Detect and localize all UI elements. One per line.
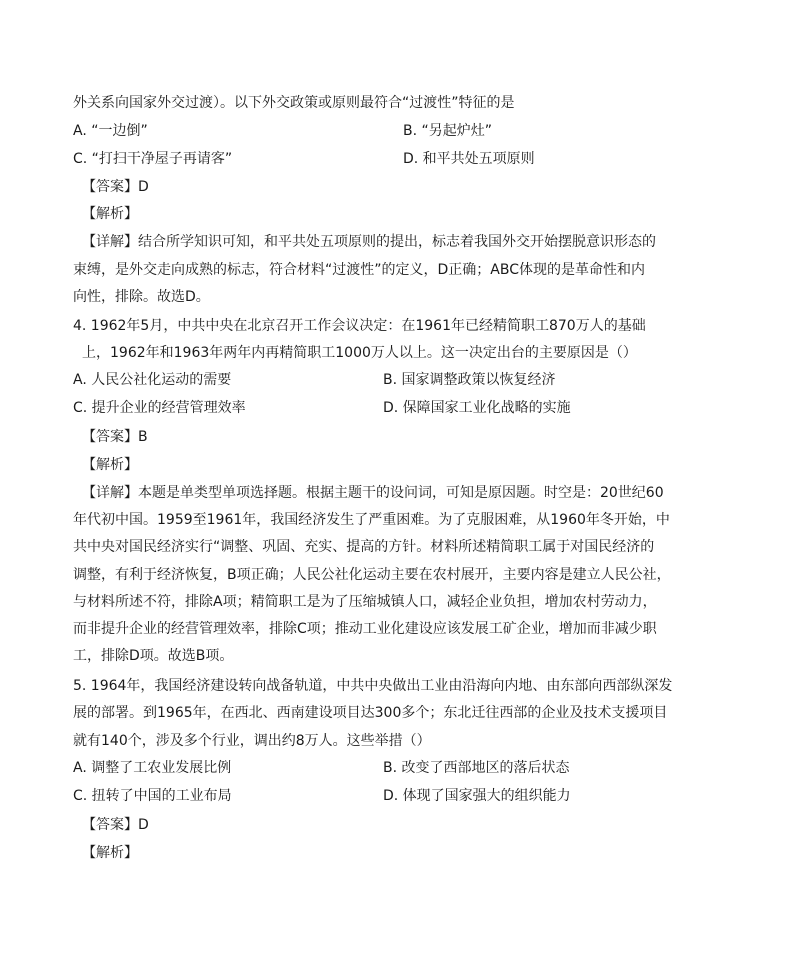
q3-detail-line: 【详解】结合所学知识可知，和平共处五项原则的提出，标志着我国外交开始摆脱意识形态的 bbox=[82, 234, 656, 250]
q4-option-c: C. 提升企业的经营管理效率 bbox=[73, 400, 246, 416]
question-stem-tail: 外关系向国家外交过渡）。以下外交政策或原则最符合“过渡性”特征的是 bbox=[73, 95, 515, 111]
q4-detail-line: 【详解】本题是单类型单项选择题。根据主题干的设问词，可知是原因题。时空是：20世纪60 bbox=[82, 485, 664, 501]
q4-detail-line: 工，排除D项。故选B项。 bbox=[73, 648, 234, 664]
q4-option-d: D. 保障国家工业化战略的实施 bbox=[383, 400, 571, 416]
q4-analysis-label: 【解析】 bbox=[82, 457, 138, 473]
q3-option-d: D. 和平共处五项原则 bbox=[403, 151, 535, 167]
q4-option-b: B. 国家调整政策以恢复经济 bbox=[383, 372, 556, 388]
q5-stem-line: 就有140个，涉及多个行业，调出约8万人。这些举措（） bbox=[73, 733, 431, 749]
q3-option-a: A. “一边倒” bbox=[73, 123, 148, 139]
q3-detail-line: 向性，排除。故选D。 bbox=[73, 289, 210, 305]
q5-stem-line: 展的部署。到1965年，在西北、西南建设项目达300多个；东北迁往西部的企业及技术支援项目 bbox=[73, 705, 668, 721]
q4-detail-line: 而非提升企业的经营管理效率，排除C项；推动工业化建设应该发展工矿企业，增加而非减少职 bbox=[73, 621, 657, 637]
q5-option-d: D. 体现了国家强大的组织能力 bbox=[383, 788, 571, 804]
q3-option-c: C. “打扫干净屋子再请客” bbox=[73, 151, 233, 167]
q4-option-a: A. 人民公社化运动的需要 bbox=[73, 372, 232, 388]
q3-analysis-label: 【解析】 bbox=[82, 206, 138, 222]
q5-answer: 【答案】D bbox=[82, 817, 149, 833]
q5-stem-line: 5. 1964年，我国经济建设转向战备轨道，中共中央做出工业由沿海向内地、由东部向西部纵深发 bbox=[73, 678, 673, 694]
q4-detail-line: 调整，有利于经济恢复，B项正确；人民公社化运动主要在农村展开，主要内容是建立人民公社， bbox=[73, 567, 671, 583]
q3-option-b: B. “另起炉灶” bbox=[403, 123, 493, 139]
q4-detail-line: 共中央对国民经济实行“调整、巩固、充实、提高的方针。材料所述精简职工属于对国民经济的 bbox=[73, 539, 655, 555]
q5-option-c: C. 扭转了中国的工业布局 bbox=[73, 788, 232, 804]
q4-stem-line: 上，1962年和1963年两年内再精简职工1000万人以上。这一决定出台的主要原因是（） bbox=[82, 345, 637, 361]
q5-option-b: B. 改变了西部地区的落后状态 bbox=[383, 760, 570, 776]
q4-detail-line: 年代初中国。1959至1961年，我国经济发生了严重困难。为了克服困难，从1960年冬开始，中 bbox=[73, 512, 670, 528]
q4-stem-line: 4. 1962年5月，中共中央在北京召开工作会议决定：在1961年已经精简职工870万人的基础 bbox=[73, 318, 646, 334]
q4-detail-line: 与材料所述不符，排除A项；精简职工是为了压缩城镇人口，减轻企业负担，增加农村劳动力， bbox=[73, 594, 657, 610]
q5-analysis-label: 【解析】 bbox=[82, 845, 138, 861]
q4-answer: 【答案】B bbox=[82, 429, 148, 445]
q3-answer: 【答案】D bbox=[82, 179, 149, 195]
q3-detail-line: 束缚，是外交走向成熟的标志，符合材料“过渡性”的定义，D正确；ABC体现的是革命性和内 bbox=[73, 262, 645, 278]
q5-option-a: A. 调整了工农业发展比例 bbox=[73, 760, 232, 776]
